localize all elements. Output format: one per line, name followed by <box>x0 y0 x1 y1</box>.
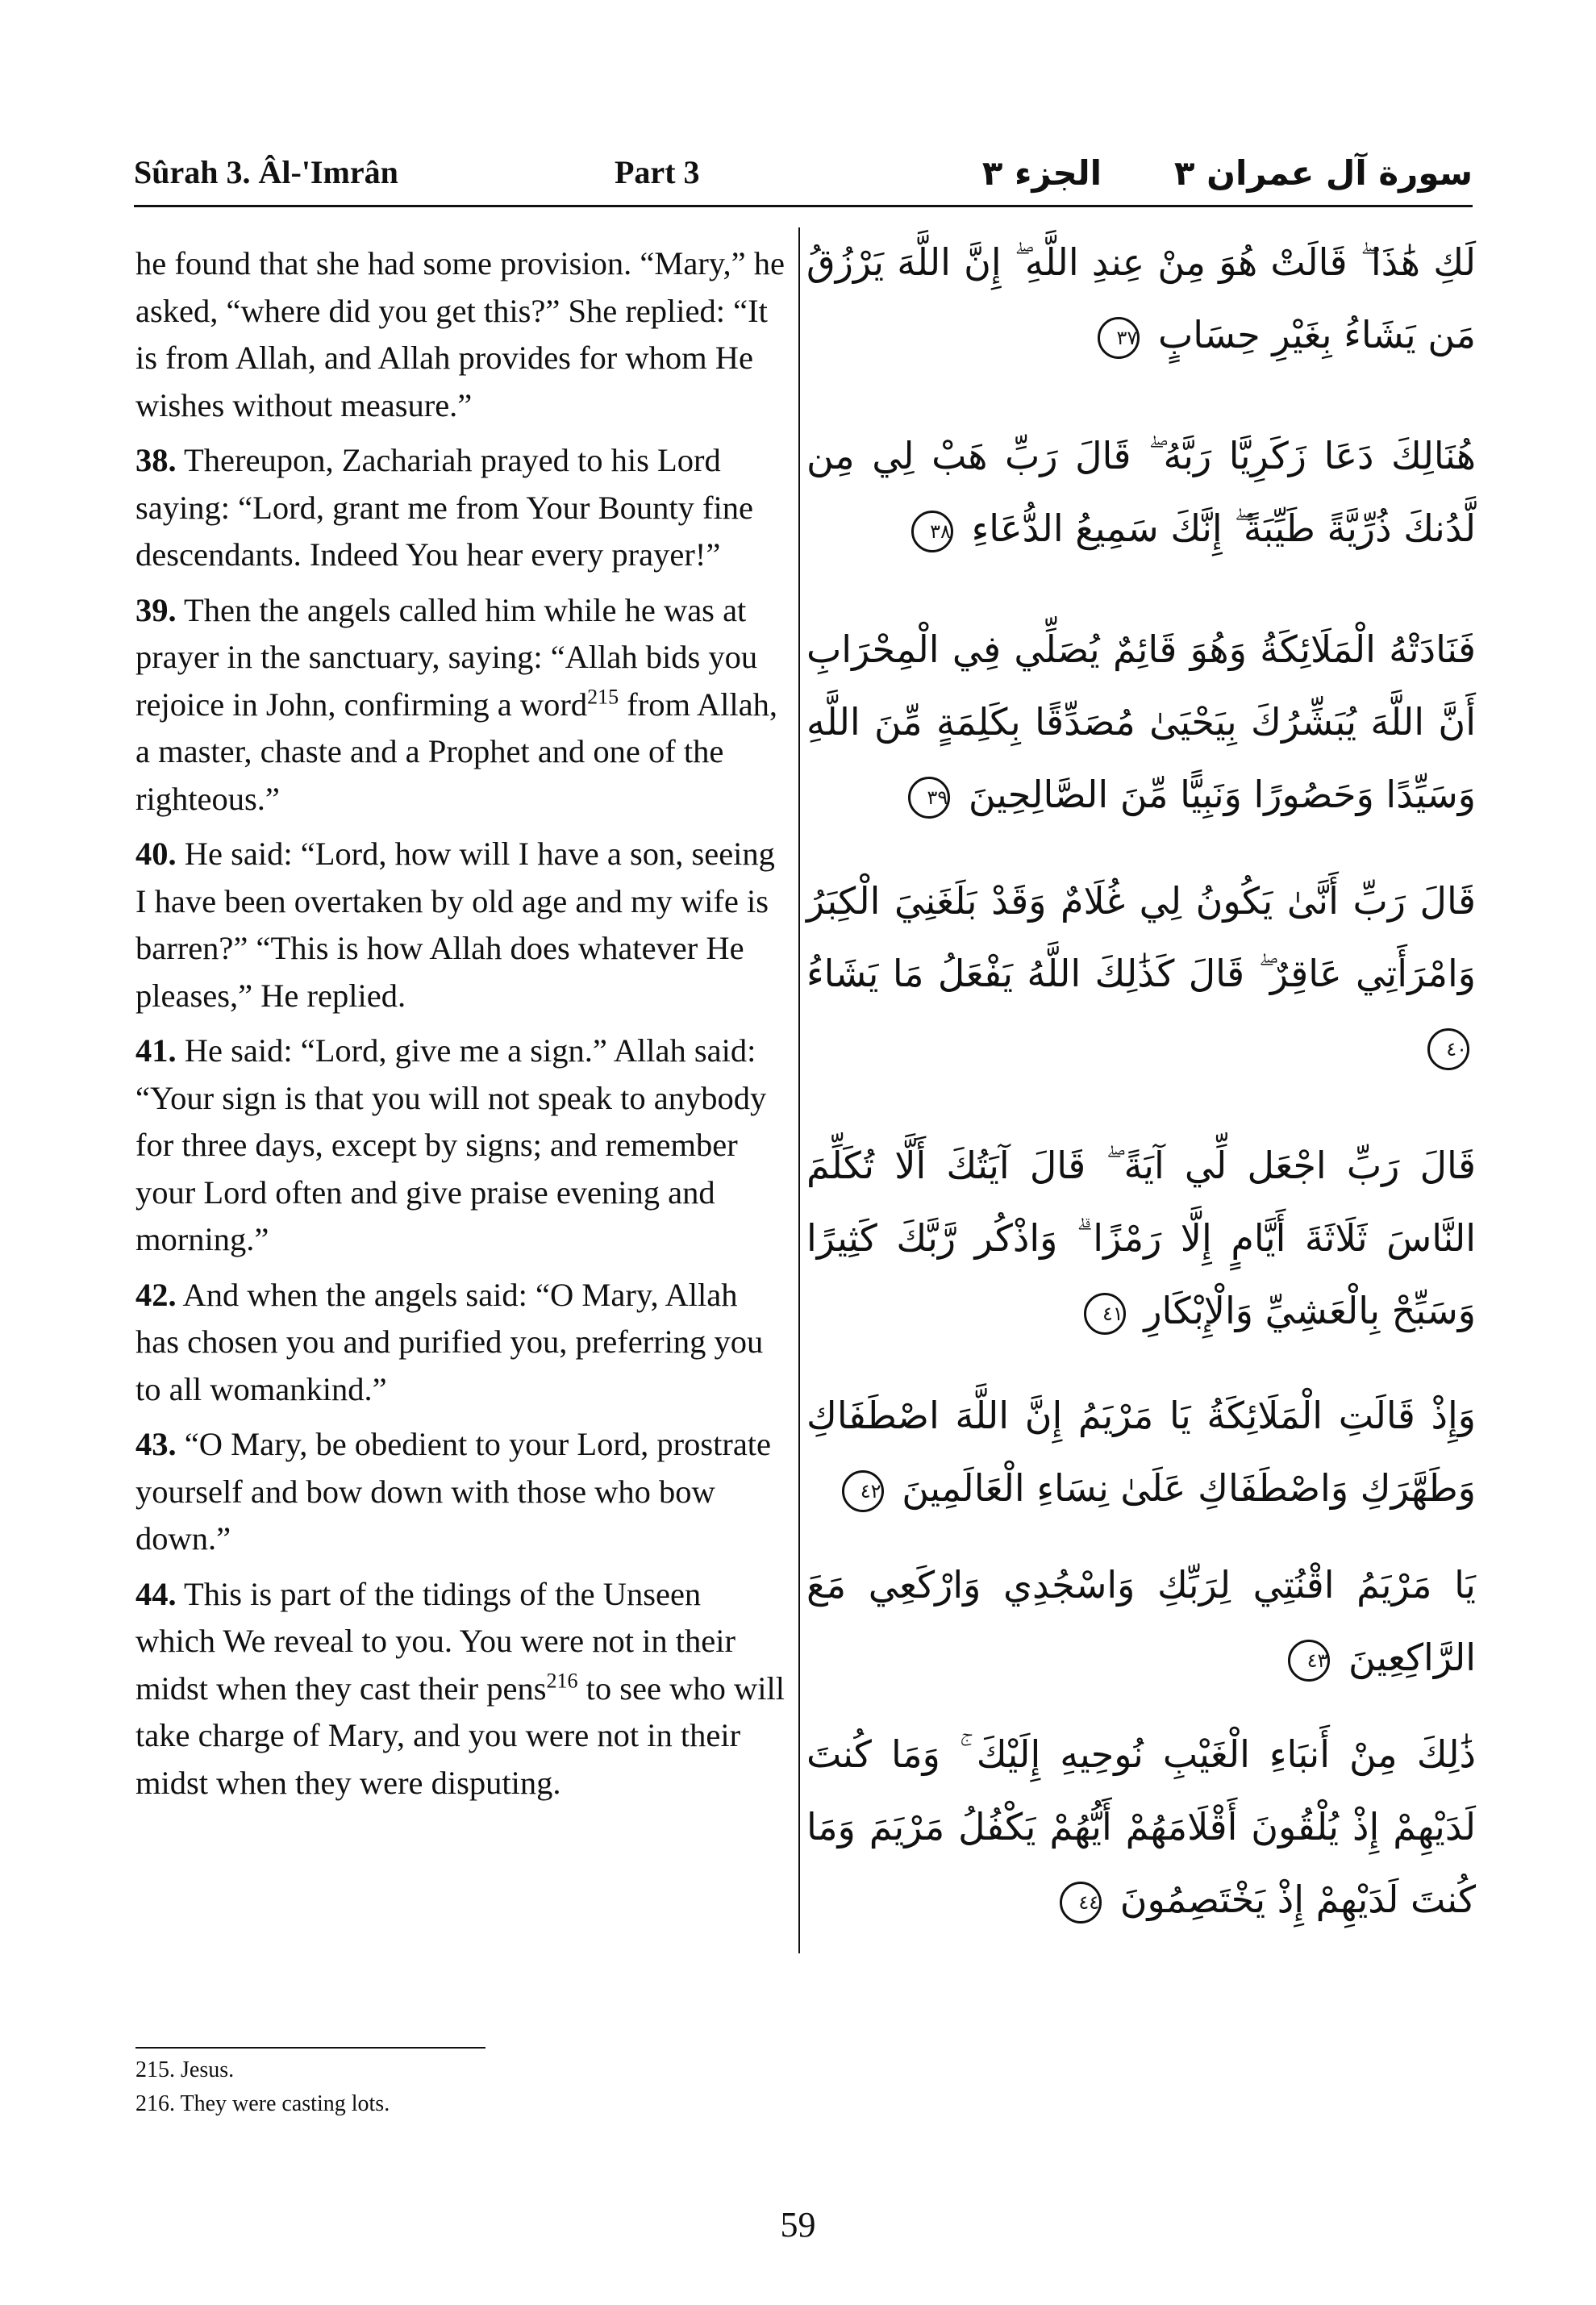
footnote-ref: 216 <box>546 1669 578 1692</box>
page-number: 59 <box>780 2205 816 2245</box>
verse-en: 43. “O Mary, be obedient to your Lord, prostrate yourself and bow down with those who bow down.” <box>135 1426 772 1557</box>
column-divider <box>798 227 800 1953</box>
footnote-rule <box>135 2047 485 2049</box>
verse-number-marker: ٤٠ <box>1427 1028 1469 1070</box>
verse-number-marker: ٤٤ <box>1060 1882 1102 1924</box>
verse-en: 41. He said: “Lord, give me a sign.” Allah said: “Your sign is that you will not speak to anybody for three days, except by signs; and remember your Lord often and give praise evening and morning.” <box>135 1032 767 1257</box>
verse-en: 42. And when the angels said: “O Mary, Allah has chosen you and purified you, preferring you to all womankind.” <box>135 1276 764 1407</box>
english-translation-column <box>135 240 785 1815</box>
part-label-ar: الجزء ٣ <box>981 153 1102 193</box>
verse-number-marker: ٣٨ <box>911 511 953 552</box>
verse-ar: وَإِذْ قَالَتِ الْمَلَائِكَةُ يَا مَرْيَمُ إِنَّ اللَّهَ اصْطَفَاكِ وَطَهَّرَكِ وَاصْطَفَاكِ عَلَىٰ نِسَاءِ الْعَالَمِينَ ٤٢ <box>806 1379 1476 1524</box>
verse-en: 44. This is part of the tidings of the Unseen which We reveal to you. You were not in their midst when they cast their pens$^{216}$ to see who will take charge of Mary, and you were not in their midst when they were disputing. <box>135 1575 785 1801</box>
surah-title-en: Sûrah 3. Âl-'Imrân <box>134 154 398 190</box>
footnote: 215. Jesus. <box>135 2057 235 2082</box>
verse-ar: ذَٰلِكَ مِنْ أَنبَاءِ الْغَيْبِ نُوحِيهِ إِلَيْكَ ۚ وَمَا كُنتَ لَدَيْهِمْ إِذْ يُلْقُونَ أَقْلَامَهُمْ أَيُّهُمْ يَكْفُلُ مَرْيَمَ وَمَا كُنتَ لَدَيْهِمْ إِذْ يَخْتَصِمُونَ ٤٤ <box>806 1718 1476 1936</box>
verse-ar: قَالَ رَبِّ اجْعَل لِّي آيَةً ۖ قَالَ آيَتُكَ أَلَّا تُكَلِّمَ النَّاسَ ثَلَاثَةَ أَيَّامٍ إِلَّا رَمْزًا ۗ وَاذْكُر رَّبَّكَ كَثِيرًا وَسَبِّحْ بِالْعَشِيِّ وَالْإِبْكَارِ ٤١ <box>806 1129 1476 1347</box>
verse-ar: قَالَ رَبِّ أَنَّىٰ يَكُونُ لِي غُلَامٌ وَقَدْ بَلَغَنِيَ الْكِبَرُ وَامْرَأَتِي عَاقِرٌ ۖ قَالَ كَذَٰلِكَ اللَّهُ يَفْعَلُ مَا يَشَاءُ ٤٠ <box>806 865 1476 1082</box>
verse-en: 39. Then the angels called him while he was at prayer in the sanctuary, saying: “Allah bids you rejoice in John, confirming a word$^{215}$ from Allah, a master, chaste and a Prophet and one of the righteous.” <box>135 591 777 817</box>
verse-ar: هُنَالِكَ دَعَا زَكَرِيَّا رَبَّهُ ۖ قَالَ رَبِّ هَبْ لِي مِن لَّدُنكَ ذُرِّيَّةً طَيِّبَةً ۖ إِنَّكَ سَمِيعُ الدُّعَاءِ ٣٨ <box>806 419 1476 565</box>
verse-ar: فَنَادَتْهُ الْمَلَائِكَةُ وَهُوَ قَائِمٌ يُصَلِّي فِي الْمِحْرَابِ أَنَّ اللَّهَ يُبَشِّرُكَ بِيَحْيَىٰ مُصَدِّقًا بِكَلِمَةٍ مِّنَ اللَّهِ وَسَيِّدًا وَحَصُورًا وَنَبِيًّا مِّنَ الصَّالِحِينَ ٣٩ <box>806 613 1476 831</box>
running-header <box>134 153 1473 202</box>
footnotes <box>135 2053 390 2121</box>
verse-number-marker: ٤٣ <box>1288 1640 1330 1682</box>
footnote: 216. They were casting lots. <box>135 2091 390 2116</box>
surah-title-ar: سورة آل عمران ٣ <box>1173 153 1473 193</box>
header-rule <box>134 205 1473 207</box>
part-label-en: Part 3 <box>615 154 700 190</box>
verse-number-marker: ٤٢ <box>842 1470 884 1512</box>
verse-number-marker: ٣٧ <box>1098 317 1140 359</box>
verse-ar: يَا مَرْيَمُ اقْنُتِي لِرَبِّكِ وَاسْجُدِي وَارْكَعِي مَعَ الرَّاكِعِينَ ٤٣ <box>806 1548 1476 1694</box>
verse-en: 40. He said: “Lord, how will I have a son, seeing I have been overtaken by old age and my wife is barren?” “This is how Allah does whatever He pleases,” He replied. <box>135 836 775 1014</box>
footnote-ref: 215 <box>587 685 619 708</box>
verse-number-marker: ٣٩ <box>908 777 950 819</box>
verse-number-marker: ٤١ <box>1084 1293 1126 1335</box>
arabic-text-column <box>806 226 1476 1936</box>
verse-ar: لَكِ هَٰذَا ۖ قَالَتْ هُوَ مِنْ عِندِ اللَّهِ ۖ إِنَّ اللَّهَ يَرْزُقُ مَن يَشَاءُ بِغَيْرِ حِسَابٍ ٣٧ <box>806 226 1476 371</box>
verse-en: he found that she had some provision. “Mary,” he asked, “where did you get this?” She replied: “It is from Allah, and Allah provides for whom He wishes without measure.” <box>135 245 785 423</box>
verse-en: 38. Thereupon, Zachariah prayed to his Lord saying: “Lord, grant me from Your Bounty fine descendants. Indeed You hear every prayer!” <box>135 442 754 573</box>
